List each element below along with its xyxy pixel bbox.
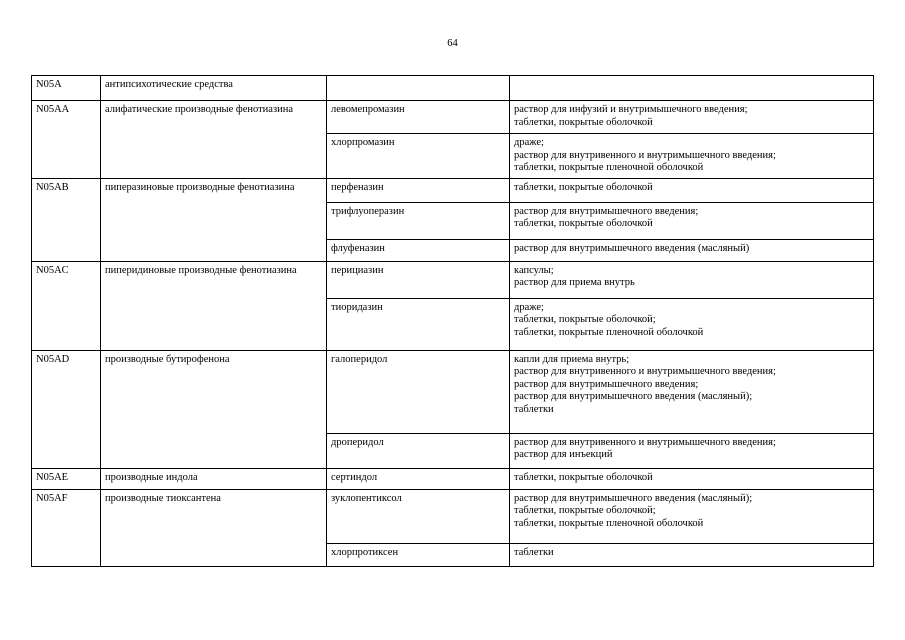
form-line: раствор для инъекций <box>514 449 613 460</box>
form-cell <box>510 202 874 239</box>
form-line: раствор для внутримышечного введения; <box>514 378 699 390</box>
form-line: капли для приема внутрь; <box>514 353 630 365</box>
group-cell: пиперазиновые производные фенотиазина <box>101 178 327 261</box>
table-row <box>32 468 874 489</box>
form-line: таблетки, покрытые оболочкой; <box>514 314 656 325</box>
drug-cell: хлорпромазин <box>327 134 510 179</box>
drug-table <box>31 75 874 567</box>
form-line: раствор для внутримышечного введения (масляный); <box>514 492 753 504</box>
form-cell <box>510 468 874 489</box>
form-line: таблетки, покрытые оболочкой <box>514 471 653 483</box>
drug-cell: трифлуоперазин <box>327 202 510 239</box>
drug-cell: флуфеназин <box>327 239 510 261</box>
drug-cell: сертиндол <box>327 468 510 489</box>
drug-cell: левомепромазин <box>327 101 510 134</box>
form-line: драже; <box>514 301 544 313</box>
drug-cell: галоперидол <box>327 350 510 433</box>
page-number: 64 <box>447 38 458 49</box>
drug-cell: перициазин <box>327 261 510 298</box>
form-line: таблетки, покрытые пленочной оболочкой <box>514 162 704 173</box>
atc-code-cell: N05AF <box>32 489 101 566</box>
group-cell: производные бутирофенона <box>101 350 327 468</box>
form-line: раствор для внутривенного и внутримышечного введения; <box>514 149 776 161</box>
form-line: таблетки, покрытые оболочкой; <box>514 505 656 516</box>
form-line: раствор для внутривенного и внутримышечного введения; <box>514 366 776 377</box>
drug-cell: перфеназин <box>327 178 510 202</box>
form-line: таблетки, покрытые оболочкой <box>514 181 653 193</box>
form-cell <box>510 76 874 101</box>
table-row <box>32 350 874 433</box>
table-row <box>32 76 874 101</box>
table-row <box>32 261 874 298</box>
form-cell <box>510 239 874 261</box>
form-cell <box>510 101 874 134</box>
form-line: таблетки, покрытые оболочкой <box>514 116 653 128</box>
atc-code-cell: N05A <box>32 76 101 101</box>
form-cell <box>510 134 874 179</box>
form-line: раствор для приема внутрь <box>514 277 635 288</box>
atc-code-cell: N05AD <box>32 350 101 468</box>
form-line: таблетки, покрытые оболочкой <box>514 218 653 229</box>
form-line: раствор для внутримышечного введения (масляный); <box>514 391 753 402</box>
atc-code-cell: N05AB <box>32 178 101 261</box>
atc-code-cell: N05AA <box>32 101 101 179</box>
atc-code-cell: N05AE <box>32 468 101 489</box>
group-cell: производные индола <box>101 468 327 489</box>
drug-cell: тиоридазин <box>327 298 510 350</box>
table-row <box>32 101 874 134</box>
table-row <box>32 489 874 543</box>
form-cell <box>510 350 874 433</box>
drug-cell <box>327 76 510 101</box>
form-cell <box>510 489 874 543</box>
group-cell: антипсихотические средства <box>101 76 327 101</box>
group-cell: пиперидиновые производные фенотиазина <box>101 261 327 350</box>
form-cell <box>510 298 874 350</box>
form-cell <box>510 543 874 566</box>
form-line: таблетки, покрытые пленочной оболочкой <box>514 326 704 338</box>
table-row <box>32 178 874 202</box>
form-line: капсулы; <box>514 264 554 276</box>
form-line: таблетки, покрытые пленочной оболочкой <box>514 517 704 529</box>
atc-code-cell: N05AC <box>32 261 101 350</box>
form-line: драже; <box>514 137 544 148</box>
form-cell <box>510 178 874 202</box>
form-line: раствор для внутривенного и внутримышечного введения; <box>514 436 776 448</box>
drug-cell: зуклопентиксол <box>327 489 510 543</box>
form-line: таблетки <box>514 546 554 558</box>
form-line: раствор для инфузий и внутримышечного введения; <box>514 104 748 115</box>
form-cell <box>510 433 874 468</box>
drug-cell: хлорпротиксен <box>327 543 510 566</box>
group-cell: производные тиоксантена <box>101 489 327 566</box>
group-cell: алифатические производные фенотиазина <box>101 101 327 179</box>
drug-cell: дроперидол <box>327 433 510 468</box>
form-cell <box>510 261 874 298</box>
form-line: таблетки <box>514 403 554 415</box>
form-line: раствор для внутримышечного введения (масляный) <box>514 242 750 254</box>
form-line: раствор для внутримышечного введения; <box>514 205 699 217</box>
